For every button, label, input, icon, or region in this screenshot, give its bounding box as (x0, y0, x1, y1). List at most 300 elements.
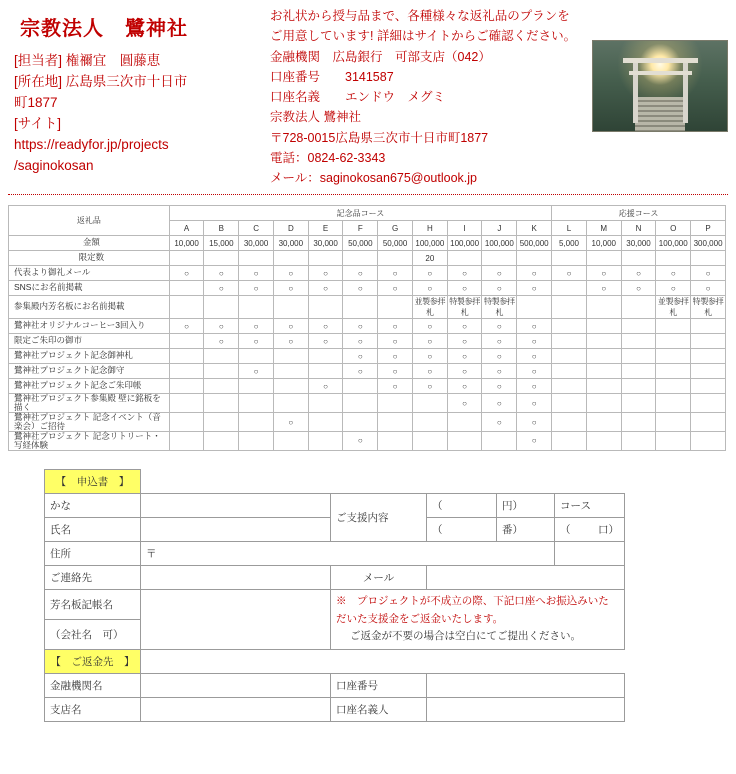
col-D: D (273, 221, 308, 236)
cell: ○ (482, 413, 517, 432)
col-M: M (586, 221, 621, 236)
input-mail[interactable] (427, 565, 625, 589)
cell: ○ (552, 266, 587, 281)
cell: ○ (169, 266, 204, 281)
input-address-extra[interactable] (555, 541, 625, 565)
cell: ○ (169, 319, 204, 334)
cell: ○ (621, 266, 656, 281)
cell (656, 334, 691, 349)
cell (691, 394, 726, 413)
unit-support-count-open: （ (560, 523, 571, 536)
table-row (9, 364, 726, 379)
cell (169, 379, 204, 394)
cell: ○ (343, 281, 378, 296)
cell (204, 296, 239, 319)
cell: ○ (378, 266, 413, 281)
cell (656, 431, 691, 450)
table-row (9, 394, 726, 413)
cell (656, 379, 691, 394)
cell (447, 413, 482, 432)
cell: ○ (517, 394, 552, 413)
cell: 30,000 (239, 236, 274, 251)
cell: ○ (412, 364, 447, 379)
row-label: 金額 (9, 236, 170, 251)
cell (621, 413, 656, 432)
cell: 5,000 (552, 236, 587, 251)
cell (552, 296, 587, 319)
cell (621, 394, 656, 413)
cell: 500,000 (517, 236, 552, 251)
label-board-name-sub: （会社名 可） (45, 620, 141, 650)
cell (169, 431, 204, 450)
cell (239, 379, 274, 394)
cell (239, 413, 274, 432)
cell (169, 281, 204, 296)
label-account-number: 口座番号 (331, 674, 427, 698)
cell (552, 394, 587, 413)
cell (656, 251, 691, 266)
cell (239, 251, 274, 266)
table-row (9, 281, 726, 296)
cell (482, 251, 517, 266)
cell (586, 319, 621, 334)
cell: 並製参拝札 (414, 297, 446, 318)
row-label: 参集殿内芳名板にお名前掲載 (9, 296, 170, 319)
row-label: 鷺神社プロジェクト記念ご朱印帳 (9, 379, 170, 394)
refund-row-bank (45, 674, 625, 698)
cell (586, 349, 621, 364)
cell: ○ (308, 319, 343, 334)
cell: 30,000 (308, 236, 343, 251)
cell (343, 394, 378, 413)
cell (552, 281, 587, 296)
cell: ○ (378, 319, 413, 334)
cell: ○ (517, 281, 552, 296)
cell (691, 364, 726, 379)
label-support-course: コース (555, 493, 625, 517)
cell: ○ (412, 334, 447, 349)
cell: ○ (378, 281, 413, 296)
cell: ○ (204, 334, 239, 349)
cell: ○ (308, 266, 343, 281)
input-support-number[interactable]: （ (427, 517, 497, 541)
cell: 20 (412, 251, 447, 266)
cell: ○ (447, 334, 482, 349)
cell (691, 379, 726, 394)
cell (552, 319, 587, 334)
reward-intro-line-2: ご用意しています! 詳細はサイトからご確認ください。 (270, 29, 577, 44)
phone-line: 電話：0824-62-3343 (270, 150, 386, 165)
cell: 50,000 (343, 236, 378, 251)
col-I: I (447, 221, 482, 236)
cell (552, 364, 587, 379)
cell (552, 431, 587, 450)
cell: ○ (447, 281, 482, 296)
cell (239, 431, 274, 450)
table-row (9, 349, 726, 364)
col-C: C (239, 221, 274, 236)
input-support-count[interactable] (555, 517, 625, 541)
row-label: 限定数 (9, 251, 170, 266)
cell: ○ (412, 281, 447, 296)
unit-support-count: 口） (598, 523, 619, 536)
col-E: E (308, 221, 343, 236)
header-left-block (6, 6, 266, 188)
input-address[interactable]: 〒 (141, 541, 555, 565)
cell: ○ (204, 266, 239, 281)
cell (691, 413, 726, 432)
input-board-name[interactable] (141, 589, 331, 650)
cell: ○ (517, 266, 552, 281)
address-line-2: 町1877 (14, 94, 58, 110)
table-row (9, 431, 726, 450)
row-label: 鷺神社プロジェクト記念御神札 (9, 349, 170, 364)
cell (621, 334, 656, 349)
cell (691, 251, 726, 266)
cell: 10,000 (169, 236, 204, 251)
table-row (9, 251, 726, 266)
cell: ○ (343, 334, 378, 349)
account-holder-line: 口座名義 エンドウ メグミ (270, 90, 446, 104)
cell: ○ (447, 364, 482, 379)
cell (378, 296, 413, 319)
col-N: N (621, 221, 656, 236)
form-row-address (45, 541, 625, 565)
torii-shrine-photo (592, 40, 728, 132)
cell (169, 296, 204, 319)
site-url-line-1[interactable]: https://readyfor.jp/projects (14, 136, 169, 152)
cell (273, 251, 308, 266)
table-row (9, 266, 726, 281)
refund-row-branch (45, 698, 625, 722)
cell: ○ (239, 281, 274, 296)
cell: ○ (482, 281, 517, 296)
cell: ○ (482, 394, 517, 413)
cell (308, 364, 343, 379)
cell: ○ (239, 319, 274, 334)
cell: ○ (378, 364, 413, 379)
cell: ○ (273, 319, 308, 334)
label-mail: メール (331, 565, 427, 589)
cell (621, 251, 656, 266)
table-row (9, 413, 726, 432)
input-bank[interactable] (141, 674, 331, 698)
cell: 30,000 (273, 236, 308, 251)
cell (239, 296, 274, 319)
cell (586, 251, 621, 266)
cell (656, 394, 691, 413)
cell: 100,000 (447, 236, 482, 251)
reward-table-title: 返礼品 (9, 206, 170, 236)
cell (586, 334, 621, 349)
refund-note-line-2: ご返金が不要の場合は空白にてご提出ください。 (350, 630, 581, 643)
cell: ○ (517, 319, 552, 334)
cell: 50,000 (378, 236, 413, 251)
cell (239, 394, 274, 413)
cell (204, 413, 239, 432)
document-header (0, 0, 736, 188)
cell (552, 349, 587, 364)
input-account-number[interactable] (427, 674, 625, 698)
row-label: 鷺神社プロジェクト参集殿 壁に銘板を描く (9, 394, 170, 413)
cell: ○ (482, 319, 517, 334)
cell: ○ (517, 379, 552, 394)
col-O: O (656, 221, 691, 236)
cell: ○ (378, 334, 413, 349)
cell: ○ (239, 266, 274, 281)
cell (412, 431, 447, 450)
cell: ○ (691, 266, 726, 281)
cell: 並製参拝札 (657, 297, 689, 318)
cell: ○ (343, 266, 378, 281)
postal-address-line: 〒728-0015広島県三次市十日市町1877 (270, 130, 489, 145)
col-J: J (482, 221, 517, 236)
unit-support-number: 番） (497, 517, 555, 541)
input-contact[interactable] (141, 565, 331, 589)
table-row (9, 296, 726, 319)
cell (621, 296, 656, 319)
account-number-line: 口座番号 3141587 (270, 69, 394, 84)
cell (656, 319, 691, 334)
cell: ○ (586, 281, 621, 296)
cell: ○ (343, 319, 378, 334)
label-name: 氏名 (45, 517, 141, 541)
table-row (9, 236, 726, 251)
col-P: P (691, 221, 726, 236)
cell (447, 431, 482, 450)
cell: 30,000 (621, 236, 656, 251)
contact-person-line: [担当者] 権禰宜 圓藤恵 (14, 53, 161, 68)
col-A: A (169, 221, 204, 236)
cell: ○ (412, 266, 447, 281)
cell: ○ (517, 349, 552, 364)
cell: ○ (586, 266, 621, 281)
cell: ○ (412, 319, 447, 334)
cell: 特製参拝札 (483, 297, 515, 318)
torii-lintel (623, 58, 698, 63)
col-G: G (378, 221, 413, 236)
cell: 10,000 (586, 236, 621, 251)
label-bank: 金融機関名 (45, 674, 141, 698)
cell (308, 251, 343, 266)
cell (308, 431, 343, 450)
cell (204, 394, 239, 413)
cell (378, 251, 413, 266)
refund-title: 【 ご返金先 】 (45, 650, 141, 674)
bank-line: 金融機関 広島銀行 可部支店（042） (270, 49, 491, 64)
cell: ○ (447, 266, 482, 281)
cell: ○ (447, 379, 482, 394)
input-kana[interactable] (141, 493, 331, 517)
cell: ○ (517, 334, 552, 349)
cell (586, 364, 621, 379)
cell: ○ (447, 394, 482, 413)
row-label: SNSにお名前掲載 (9, 281, 170, 296)
cell (273, 431, 308, 450)
cell: ○ (517, 364, 552, 379)
cell (308, 296, 343, 319)
label-board-name: 芳名板記帳名 (45, 589, 141, 619)
cell (621, 319, 656, 334)
application-title: 【 申込書 】 (45, 469, 141, 493)
cell (308, 349, 343, 364)
row-label: 鷺神社オリジナルコーヒー3回入り (9, 319, 170, 334)
label-support-content: ご支援内容 (331, 493, 427, 541)
input-account-holder[interactable] (427, 698, 625, 722)
col-F: F (343, 221, 378, 236)
cell (691, 431, 726, 450)
cell (656, 349, 691, 364)
cell (621, 364, 656, 379)
cell (586, 296, 621, 319)
col-B: B (204, 221, 239, 236)
header-right-block (266, 6, 730, 188)
form-row-board-name (45, 589, 625, 619)
cell: 100,000 (656, 236, 691, 251)
cell (204, 431, 239, 450)
table-row (9, 319, 726, 334)
cell: 15,000 (204, 236, 239, 251)
cell: ○ (378, 349, 413, 364)
cell (204, 251, 239, 266)
cell: ○ (239, 364, 274, 379)
cell (552, 251, 587, 266)
stone-steps (635, 97, 685, 131)
label-account-holder: 口座名義人 (331, 698, 427, 722)
col-H: H (412, 221, 447, 236)
cell (273, 349, 308, 364)
cell (169, 334, 204, 349)
cell (273, 394, 308, 413)
row-label: 鷺神社プロジェクト 記念イベント（音楽会）ご招待 (9, 413, 170, 432)
cell (343, 413, 378, 432)
cell: ○ (656, 281, 691, 296)
cell: 特製参拝札 (691, 296, 726, 319)
row-label: 限定ご朱印の御市 (9, 334, 170, 349)
cell (378, 394, 413, 413)
address-line-1: [所在地] 広島県三次市十日市 (14, 73, 188, 89)
cell: 100,000 (482, 236, 517, 251)
cell (691, 334, 726, 349)
row-label: 代表より御礼メール (9, 266, 170, 281)
header-divider (8, 194, 728, 195)
input-support-amount[interactable]: （ (427, 493, 497, 517)
cell (273, 364, 308, 379)
cell: ○ (343, 431, 378, 450)
cell (204, 349, 239, 364)
cell (447, 251, 482, 266)
cell: ○ (656, 266, 691, 281)
site-url-line-2[interactable]: /saginokosan (14, 157, 94, 173)
site-label: [サイト] (14, 115, 62, 131)
cell (308, 394, 343, 413)
cell: ○ (378, 379, 413, 394)
cell (412, 413, 447, 432)
organization-title: 宗教法人 鷺神社 (20, 18, 188, 40)
cell (204, 364, 239, 379)
cell: ○ (517, 431, 552, 450)
group-header-kinen: 記念品コース (169, 206, 551, 221)
cell (691, 319, 726, 334)
input-name[interactable] (141, 517, 331, 541)
cell (343, 296, 378, 319)
torii-crossbar (629, 71, 692, 75)
cell: ○ (621, 281, 656, 296)
form-row-contact (45, 565, 625, 589)
label-kana: かな (45, 493, 141, 517)
cell (586, 394, 621, 413)
refund-title-row (45, 650, 625, 674)
cell (621, 431, 656, 450)
label-branch: 支店名 (45, 698, 141, 722)
cell (343, 251, 378, 266)
cell (169, 251, 204, 266)
cell (239, 349, 274, 364)
cell: ○ (308, 281, 343, 296)
cell (552, 413, 587, 432)
cell (343, 379, 378, 394)
cell (204, 379, 239, 394)
cell: ○ (412, 379, 447, 394)
cell: ○ (482, 379, 517, 394)
table-row (9, 334, 726, 349)
refund-note-line-1: ※ プロジェクトが不成立の際、下記口座へお振込みいただいた支援金をご返金いたします。 (336, 594, 609, 625)
cell: ○ (273, 266, 308, 281)
cell: ○ (273, 281, 308, 296)
form-row-kana (45, 493, 625, 517)
row-label: 鷺神社プロジェクト記念御守 (9, 364, 170, 379)
cell (517, 251, 552, 266)
cell: ○ (204, 281, 239, 296)
cell: ○ (482, 334, 517, 349)
cell (169, 413, 204, 432)
unit-support-amount: 円） (497, 493, 555, 517)
refund-note (331, 589, 625, 650)
email-line: メール：saginokosan675@outlook.jp (270, 171, 477, 185)
cell (552, 334, 587, 349)
cell (552, 379, 587, 394)
cell (169, 349, 204, 364)
org-name-line: 宗教法人 鷺神社 (270, 110, 361, 125)
cell (378, 431, 413, 450)
table-group-header-row (9, 206, 726, 221)
cell: ○ (482, 364, 517, 379)
form-title-row (45, 469, 625, 493)
cell (308, 413, 343, 432)
input-branch[interactable] (141, 698, 331, 722)
cell: ○ (447, 349, 482, 364)
label-address: 住所 (45, 541, 141, 565)
cell (586, 379, 621, 394)
cell: ○ (273, 413, 308, 432)
cell: 100,000 (412, 236, 447, 251)
reward-intro-line-1: お礼状から授与品まで、各種様々な返礼品のプランを (270, 9, 570, 23)
cell (656, 364, 691, 379)
cell: ○ (482, 266, 517, 281)
cell (273, 296, 308, 319)
cell: ○ (239, 334, 274, 349)
cell (169, 394, 204, 413)
cell (621, 349, 656, 364)
reward-table (8, 205, 726, 451)
col-K: K (517, 221, 552, 236)
cell: ○ (482, 349, 517, 364)
cell: ○ (691, 281, 726, 296)
cell: ○ (273, 334, 308, 349)
reward-table-wrap (0, 205, 736, 451)
col-L: L (552, 221, 587, 236)
cell (169, 364, 204, 379)
